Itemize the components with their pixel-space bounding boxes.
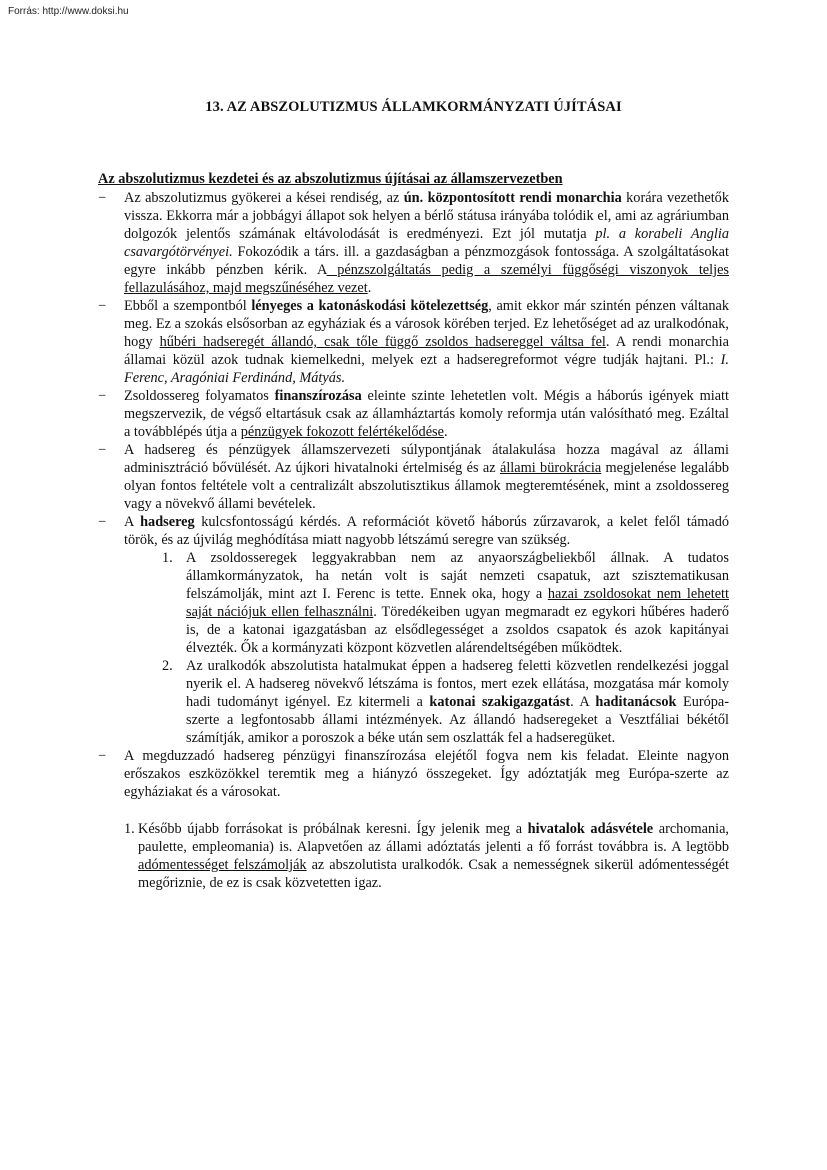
text: . A (570, 694, 596, 710)
item-number: 2. (162, 658, 173, 674)
document-body (98, 170, 729, 892)
bullet-item (98, 747, 729, 801)
underlined-text: hazai zsoldosokat nem lehetett saját nációjuk ellen felhasználni (186, 586, 729, 620)
text: Az abszolutizmus gyökerei a kései rendiség, az (124, 190, 404, 206)
bold-text: hivatalok adásvétele (527, 821, 654, 837)
page-title: 13. AZ ABSZOLUTIZMUS ÁLLAMKORMÁNYZATI ÚJÍTÁSAI (205, 99, 622, 115)
source-label: Forrás: http://www.doksi.hu (8, 6, 129, 17)
underlined-text: adómentességet felszámolják (138, 857, 307, 873)
italic-text: pl. a korabeli Anglia csavargótörvényei. (124, 226, 729, 260)
section-heading: Az abszolutizmus kezdetei és az abszolutizmus újításai az államszervezetben (98, 171, 563, 187)
text: . (443, 424, 448, 440)
text: A zsoldosseregek leggyakrabban nem az anyaországbeliekből állnak. A tudatos államkormányzatok, ha netán volt is saját nemzeti csapatuk, azt szisztematikusan felszámolják, mint azt I. Ferenc is tette. Ennek oka, hogy a (186, 550, 729, 602)
text: Európa-szerte a legfontosabb állami intézmények. Az állandó hadseregeket a Vesztfáliai békétől számítják, amikor a poroszok a béke után sem oszlatták fel a hadseregüket. (186, 694, 730, 746)
text: archomania, paulette, empleomania) is. Alapvetően az állami adóztatás jelenti a fő forrást továbbra is. A legtöbb (138, 821, 729, 855)
italic-text: I. Ferenc, Aragóniai Ferdinánd, Mátyás. (124, 352, 729, 386)
text: A hadsereg és pénzügyek államszervezeti súlypontjának átalakulása hozza magával az állami adminisztráció bővülését. Az újkori hivatalnoki értelmiség és az (124, 442, 729, 476)
text: Ebből a szempontból (124, 298, 252, 314)
numbered-item (162, 657, 729, 747)
bullet-item (98, 513, 729, 747)
item-number: 1. (162, 550, 173, 566)
bold-text: haditanácsok (595, 694, 677, 710)
text: . A rendi monarchia államai közül azok tudnak kiemelkedni, melyek ezt a hadseregreformot végre tudják hajtani. Pl.: (124, 334, 729, 368)
bold-text: ún. központosított rendi monarchia (403, 190, 622, 206)
bullet-item (98, 189, 729, 297)
text: Fokozódik a társ. ill. a gazdaságban a pénzmozgások fontossága. A szolgáltatásokat egyre inkább pénzben kérik. A (124, 244, 729, 278)
text: . (367, 280, 372, 296)
text: korára vezethetők vissza. Ekkorra már a jobbágyi állapot sok helyen a bérlő státusa irányába tolódik el, ami az agráriumban dolgozók jelentős számának eltávolodását is eredményezi. Ezt jól mutatja (124, 190, 729, 242)
text: , amit ekkor már szintén pénzen váltanak meg. Ez a szokás elsősorban az egyháziak és a városok körében terjed. Ez lehetőséget ad az uralkodónak, hogy (124, 298, 729, 350)
text: eleinte szinte lehetetlen volt. Mégis a háborús igények miatt megszervezik, de végső eltartásuk csak az államháztartás komoly reformja után valósítható meg. Ezáltal a továbblépés útja a (124, 388, 729, 440)
text: Zsoldossereg folyamatos (124, 388, 275, 404)
underlined-text: pénzszolgáltatás pedig a személyi függőségi viszonyok teljes fellazulásához, majd megszűnéséhez vezet (124, 262, 729, 296)
text: Később újabb forrásokat is próbálnak keresni. Így jelenik meg a (138, 821, 528, 837)
numbered-item (98, 820, 729, 892)
bold-text: katonai szakigazgatást (429, 694, 571, 710)
underlined-text: állami bürokrácia (499, 460, 602, 476)
numbered-item (162, 549, 729, 657)
text: A (124, 514, 141, 530)
item-number: 1. (124, 821, 135, 837)
numbered-list (124, 549, 729, 747)
underlined-text: hűbéri hadseregét állandó, csak tőle függő zsoldos hadsereggel váltsa fel (159, 334, 606, 350)
bold-text: finanszírozása (274, 388, 362, 404)
bullet-item (98, 387, 729, 441)
bullet-item (98, 441, 729, 513)
text: A megduzzadó hadsereg pénzügyi finanszírozása elejétől fogva nem kis feladat. Eleinte nagyon erőszakos eszközökkel teremtik meg a hiányzó összegeket. Így adóztatják meg Európa-szerte az egyháziakat és a városokat. (124, 748, 729, 800)
bullet-list (98, 189, 729, 801)
text: kulcsfontosságú kérdés. A reformációt követő háborús zűrzavarok, a kelet felől támadó török, és az újvilág meghódítása miatt nagyobb létszámú seregre van szükség. (124, 514, 729, 548)
text: . Töredékeiben ugyan megmaradt ez egykori hűbéres haderő is, de a katonai igazgatásban az elsődlegességet a zsoldos csapatok és azok kapitányai élvezték. Ők a kormányzati központ közvetlen alárendeltségében működtek. (186, 604, 729, 656)
bold-text: lényeges a katonáskodási kötelezettség (251, 298, 489, 314)
text: az abszolutista uralkodók. Csak a nemességnek sikerül adómentességét megőriznie, de ez is csak közvetetten igaz. (138, 857, 729, 891)
underlined-text: pénzügyek fokozott felértékelődése (240, 424, 444, 440)
text: Az uralkodók abszolutista hatalmukat éppen a hadsereg feletti közvetlen rendelkezési joggal nyerik el. A hadsereg növekvő létszáma is fontos, mert ezek ellátása, mozgatása már komoly hadi tudományt igényel. Ez kitermeli a (186, 658, 729, 710)
bullet-item (98, 297, 729, 387)
text: megjelenése legalább olyan fontos feltétele volt a centralizált abszolutisztikus államok megteremtésének, mint a zsoldossereg vagy a növekvő állami bevételek. (124, 460, 729, 512)
bold-text: hadsereg (140, 514, 195, 530)
